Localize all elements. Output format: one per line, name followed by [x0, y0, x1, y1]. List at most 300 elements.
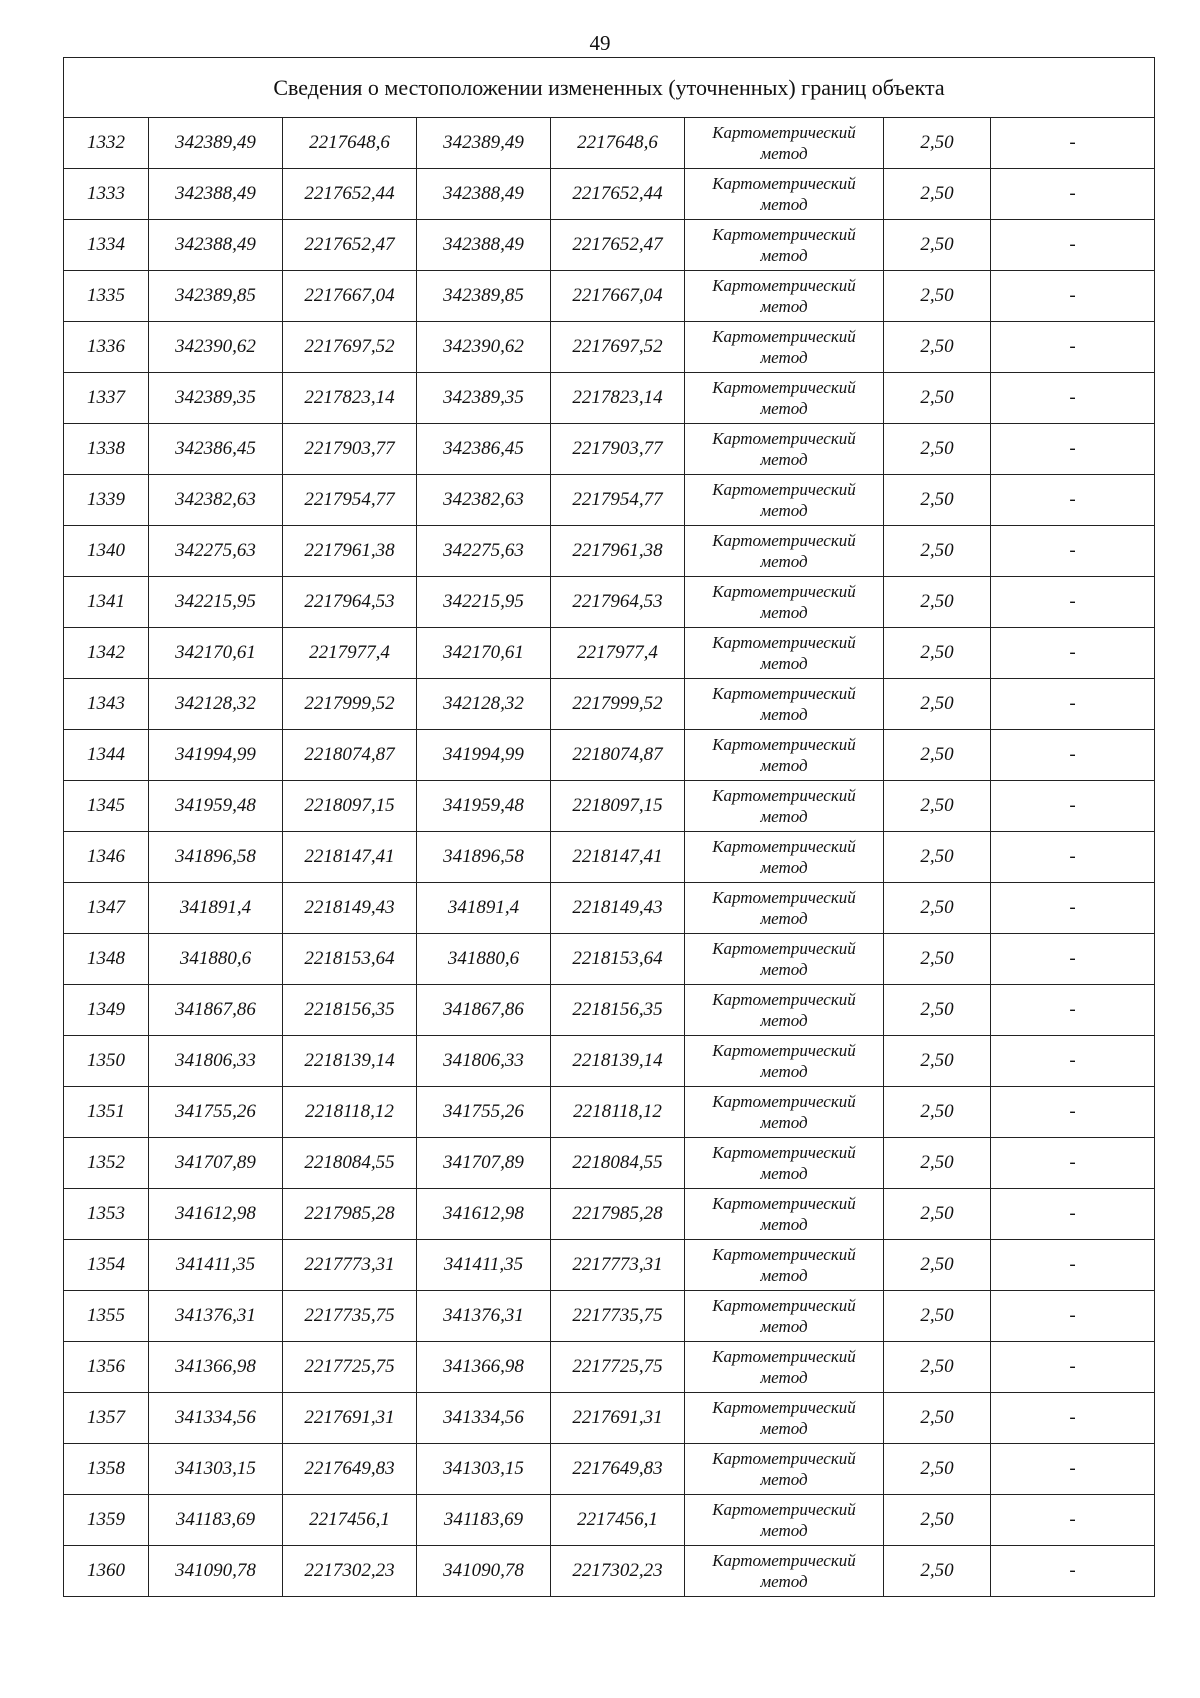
method-line-2: метод: [760, 1521, 808, 1540]
accuracy-cell: 2,50: [884, 373, 991, 424]
method-cell: [685, 1291, 884, 1342]
point-number-cell: 1338: [64, 424, 149, 475]
method-line-1: Картометрический: [712, 837, 856, 856]
method-line-2: метод: [760, 195, 808, 214]
table-row: [64, 271, 1155, 322]
method-line-1: Картометрический: [712, 276, 856, 295]
method-line-1: Картометрический: [712, 1245, 856, 1264]
accuracy-cell: 2,50: [884, 220, 991, 271]
accuracy-cell: 2,50: [884, 118, 991, 169]
refined-x-cell: 341707,89: [417, 1138, 551, 1189]
accuracy-cell: 2,50: [884, 169, 991, 220]
note-cell: -: [991, 883, 1155, 934]
accuracy-cell: 2,50: [884, 577, 991, 628]
method-line-1: Картометрический: [712, 735, 856, 754]
method-cell: [685, 271, 884, 322]
table-row: [64, 118, 1155, 169]
method-line-2: метод: [760, 501, 808, 520]
method-line-2: метод: [760, 756, 808, 775]
point-number-cell: 1358: [64, 1444, 149, 1495]
table-row: [64, 1189, 1155, 1240]
existing-x-cell: 342275,63: [149, 526, 283, 577]
existing-x-cell: 341880,6: [149, 934, 283, 985]
existing-y-cell: 2218139,14: [283, 1036, 417, 1087]
accuracy-cell: 2,50: [884, 1546, 991, 1597]
existing-y-cell: 2217697,52: [283, 322, 417, 373]
accuracy-cell: 2,50: [884, 730, 991, 781]
refined-x-cell: 341880,6: [417, 934, 551, 985]
accuracy-cell: 2,50: [884, 271, 991, 322]
method-line-2: метод: [760, 1266, 808, 1285]
refined-x-cell: 341867,86: [417, 985, 551, 1036]
note-cell: -: [991, 526, 1155, 577]
method-line-2: метод: [760, 960, 808, 979]
point-number-cell: 1334: [64, 220, 149, 271]
method-line-1: Картометрический: [712, 1398, 856, 1417]
table-row: [64, 373, 1155, 424]
existing-x-cell: 341612,98: [149, 1189, 283, 1240]
refined-y-cell: 2217725,75: [551, 1342, 685, 1393]
table-row: [64, 679, 1155, 730]
method-line-2: метод: [760, 1062, 808, 1081]
existing-x-cell: 341183,69: [149, 1495, 283, 1546]
boundary-coordinates-table: [63, 57, 1155, 1597]
note-cell: -: [991, 985, 1155, 1036]
table-row: [64, 1240, 1155, 1291]
accuracy-cell: 2,50: [884, 628, 991, 679]
point-number-cell: 1336: [64, 322, 149, 373]
refined-y-cell: 2218074,87: [551, 730, 685, 781]
existing-y-cell: 2218118,12: [283, 1087, 417, 1138]
existing-y-cell: 2217964,53: [283, 577, 417, 628]
existing-y-cell: 2218153,64: [283, 934, 417, 985]
method-cell: [685, 1444, 884, 1495]
method-line-1: Картометрический: [712, 429, 856, 448]
method-line-2: метод: [760, 1317, 808, 1336]
existing-x-cell: 341806,33: [149, 1036, 283, 1087]
refined-x-cell: 342382,63: [417, 475, 551, 526]
refined-x-cell: 341334,56: [417, 1393, 551, 1444]
existing-x-cell: 341090,78: [149, 1546, 283, 1597]
method-line-1: Картометрический: [712, 1347, 856, 1366]
existing-x-cell: 342382,63: [149, 475, 283, 526]
existing-y-cell: 2217977,4: [283, 628, 417, 679]
refined-x-cell: 341303,15: [417, 1444, 551, 1495]
point-number-cell: 1340: [64, 526, 149, 577]
method-line-1: Картометрический: [712, 888, 856, 907]
existing-y-cell: 2217652,47: [283, 220, 417, 271]
refined-x-cell: 342389,85: [417, 271, 551, 322]
refined-x-cell: 341411,35: [417, 1240, 551, 1291]
method-line-2: метод: [760, 603, 808, 622]
point-number-cell: 1347: [64, 883, 149, 934]
table-title: Сведения о местоположении измененных (уточненных) границ объекта: [64, 58, 1155, 118]
method-cell: [685, 832, 884, 883]
refined-x-cell: 342170,61: [417, 628, 551, 679]
accuracy-cell: 2,50: [884, 322, 991, 373]
method-cell: [685, 934, 884, 985]
note-cell: -: [991, 1189, 1155, 1240]
refined-x-cell: 341612,98: [417, 1189, 551, 1240]
table-row: [64, 883, 1155, 934]
point-number-cell: 1350: [64, 1036, 149, 1087]
method-line-2: метод: [760, 807, 808, 826]
point-number-cell: 1355: [64, 1291, 149, 1342]
refined-x-cell: 341376,31: [417, 1291, 551, 1342]
method-line-1: Картометрический: [712, 1449, 856, 1468]
existing-y-cell: 2217302,23: [283, 1546, 417, 1597]
existing-y-cell: 2218147,41: [283, 832, 417, 883]
existing-x-cell: 342388,49: [149, 169, 283, 220]
method-line-1: Картометрический: [712, 1500, 856, 1519]
method-line-2: метод: [760, 1572, 808, 1591]
method-cell: [685, 475, 884, 526]
refined-x-cell: 341183,69: [417, 1495, 551, 1546]
method-cell: [685, 1342, 884, 1393]
note-cell: -: [991, 271, 1155, 322]
note-cell: -: [991, 1393, 1155, 1444]
refined-y-cell: 2217964,53: [551, 577, 685, 628]
method-line-2: метод: [760, 450, 808, 469]
method-line-1: Картометрический: [712, 1041, 856, 1060]
existing-y-cell: 2217725,75: [283, 1342, 417, 1393]
refined-x-cell: 341090,78: [417, 1546, 551, 1597]
table-row: [64, 1495, 1155, 1546]
method-cell: [685, 883, 884, 934]
point-number-cell: 1343: [64, 679, 149, 730]
table-row: [64, 1546, 1155, 1597]
existing-y-cell: 2217999,52: [283, 679, 417, 730]
method-line-2: метод: [760, 1215, 808, 1234]
point-number-cell: 1339: [64, 475, 149, 526]
refined-x-cell: 342389,35: [417, 373, 551, 424]
refined-y-cell: 2217977,4: [551, 628, 685, 679]
existing-y-cell: 2218084,55: [283, 1138, 417, 1189]
method-cell: [685, 424, 884, 475]
existing-x-cell: 342215,95: [149, 577, 283, 628]
table-row: [64, 526, 1155, 577]
note-cell: -: [991, 781, 1155, 832]
method-line-1: Картометрический: [712, 327, 856, 346]
refined-y-cell: 2218118,12: [551, 1087, 685, 1138]
refined-y-cell: 2218149,43: [551, 883, 685, 934]
existing-x-cell: 341366,98: [149, 1342, 283, 1393]
point-number-cell: 1345: [64, 781, 149, 832]
refined-x-cell: 341366,98: [417, 1342, 551, 1393]
refined-x-cell: 342390,62: [417, 322, 551, 373]
table-row: [64, 1342, 1155, 1393]
table-row: [64, 322, 1155, 373]
note-cell: -: [991, 934, 1155, 985]
method-cell: [685, 526, 884, 577]
note-cell: -: [991, 1087, 1155, 1138]
method-cell: [685, 781, 884, 832]
refined-y-cell: 2217652,44: [551, 169, 685, 220]
refined-x-cell: 341806,33: [417, 1036, 551, 1087]
note-cell: -: [991, 1291, 1155, 1342]
note-cell: -: [991, 1138, 1155, 1189]
point-number-cell: 1356: [64, 1342, 149, 1393]
existing-y-cell: 2217735,75: [283, 1291, 417, 1342]
accuracy-cell: 2,50: [884, 424, 991, 475]
existing-x-cell: 341994,99: [149, 730, 283, 781]
table-row: [64, 832, 1155, 883]
accuracy-cell: 2,50: [884, 1444, 991, 1495]
existing-x-cell: 342386,45: [149, 424, 283, 475]
refined-y-cell: 2217667,04: [551, 271, 685, 322]
method-line-1: Картометрический: [712, 480, 856, 499]
accuracy-cell: 2,50: [884, 679, 991, 730]
refined-x-cell: 341959,48: [417, 781, 551, 832]
table-row: [64, 475, 1155, 526]
refined-y-cell: 2218139,14: [551, 1036, 685, 1087]
note-cell: -: [991, 118, 1155, 169]
method-line-1: Картометрический: [712, 1092, 856, 1111]
table-row: [64, 934, 1155, 985]
point-number-cell: 1337: [64, 373, 149, 424]
point-number-cell: 1341: [64, 577, 149, 628]
existing-y-cell: 2218156,35: [283, 985, 417, 1036]
refined-y-cell: 2217985,28: [551, 1189, 685, 1240]
note-cell: -: [991, 1036, 1155, 1087]
refined-x-cell: 341755,26: [417, 1087, 551, 1138]
refined-y-cell: 2218084,55: [551, 1138, 685, 1189]
accuracy-cell: 2,50: [884, 1087, 991, 1138]
method-line-1: Картометрический: [712, 1296, 856, 1315]
method-cell: [685, 373, 884, 424]
point-number-cell: 1342: [64, 628, 149, 679]
method-cell: [685, 1087, 884, 1138]
accuracy-cell: 2,50: [884, 1036, 991, 1087]
accuracy-cell: 2,50: [884, 934, 991, 985]
refined-y-cell: 2217823,14: [551, 373, 685, 424]
table-row: [64, 1087, 1155, 1138]
table-row: [64, 1138, 1155, 1189]
refined-y-cell: 2217456,1: [551, 1495, 685, 1546]
method-line-2: метод: [760, 144, 808, 163]
point-number-cell: 1353: [64, 1189, 149, 1240]
method-line-2: метод: [760, 1470, 808, 1489]
method-line-2: метод: [760, 654, 808, 673]
accuracy-cell: 2,50: [884, 1495, 991, 1546]
note-cell: -: [991, 220, 1155, 271]
point-number-cell: 1333: [64, 169, 149, 220]
refined-x-cell: 342128,32: [417, 679, 551, 730]
refined-y-cell: 2217735,75: [551, 1291, 685, 1342]
existing-y-cell: 2218074,87: [283, 730, 417, 781]
point-number-cell: 1346: [64, 832, 149, 883]
refined-y-cell: 2217648,6: [551, 118, 685, 169]
refined-y-cell: 2218156,35: [551, 985, 685, 1036]
refined-x-cell: 342275,63: [417, 526, 551, 577]
existing-x-cell: 341896,58: [149, 832, 283, 883]
refined-y-cell: 2217652,47: [551, 220, 685, 271]
refined-x-cell: 341994,99: [417, 730, 551, 781]
note-cell: -: [991, 832, 1155, 883]
table-row: [64, 169, 1155, 220]
note-cell: -: [991, 730, 1155, 781]
table-row: [64, 1036, 1155, 1087]
refined-x-cell: 342388,49: [417, 169, 551, 220]
method-line-2: метод: [760, 246, 808, 265]
existing-y-cell: 2217667,04: [283, 271, 417, 322]
method-cell: [685, 118, 884, 169]
method-cell: [685, 679, 884, 730]
table-row: [64, 1444, 1155, 1495]
accuracy-cell: 2,50: [884, 475, 991, 526]
method-cell: [685, 1495, 884, 1546]
existing-y-cell: 2217456,1: [283, 1495, 417, 1546]
existing-y-cell: 2218149,43: [283, 883, 417, 934]
method-line-2: метод: [760, 1419, 808, 1438]
note-cell: -: [991, 1495, 1155, 1546]
method-line-2: метод: [760, 1368, 808, 1387]
existing-y-cell: 2217985,28: [283, 1189, 417, 1240]
table-row: [64, 628, 1155, 679]
accuracy-cell: 2,50: [884, 1240, 991, 1291]
refined-x-cell: 342215,95: [417, 577, 551, 628]
note-cell: -: [991, 169, 1155, 220]
existing-x-cell: 341867,86: [149, 985, 283, 1036]
table-row: [64, 1393, 1155, 1444]
refined-y-cell: 2217954,77: [551, 475, 685, 526]
method-line-1: Картометрический: [712, 684, 856, 703]
page-number: 49: [589, 31, 611, 55]
table-row: [64, 985, 1155, 1036]
method-line-1: Картометрический: [712, 123, 856, 142]
existing-y-cell: 2217691,31: [283, 1393, 417, 1444]
method-line-2: метод: [760, 297, 808, 316]
existing-x-cell: 342389,85: [149, 271, 283, 322]
existing-x-cell: 341303,15: [149, 1444, 283, 1495]
accuracy-cell: 2,50: [884, 1189, 991, 1240]
refined-y-cell: 2217903,77: [551, 424, 685, 475]
note-cell: -: [991, 1444, 1155, 1495]
existing-x-cell: 342128,32: [149, 679, 283, 730]
method-line-2: метод: [760, 1011, 808, 1030]
method-line-2: метод: [760, 858, 808, 877]
point-number-cell: 1352: [64, 1138, 149, 1189]
point-number-cell: 1360: [64, 1546, 149, 1597]
refined-x-cell: 342386,45: [417, 424, 551, 475]
existing-x-cell: 341376,31: [149, 1291, 283, 1342]
existing-x-cell: 342389,49: [149, 118, 283, 169]
method-cell: [685, 730, 884, 781]
method-line-1: Картометрический: [712, 939, 856, 958]
existing-y-cell: 2217954,77: [283, 475, 417, 526]
table-title-row: [64, 58, 1155, 118]
accuracy-cell: 2,50: [884, 1138, 991, 1189]
refined-y-cell: 2218153,64: [551, 934, 685, 985]
existing-x-cell: 341334,56: [149, 1393, 283, 1444]
existing-x-cell: 342390,62: [149, 322, 283, 373]
accuracy-cell: 2,50: [884, 985, 991, 1036]
refined-y-cell: 2218147,41: [551, 832, 685, 883]
accuracy-cell: 2,50: [884, 526, 991, 577]
method-line-1: Картометрический: [712, 378, 856, 397]
existing-y-cell: 2217823,14: [283, 373, 417, 424]
existing-y-cell: 2217903,77: [283, 424, 417, 475]
method-line-2: метод: [760, 705, 808, 724]
refined-x-cell: 342389,49: [417, 118, 551, 169]
note-cell: -: [991, 628, 1155, 679]
note-cell: -: [991, 322, 1155, 373]
method-line-1: Картометрический: [712, 786, 856, 805]
note-cell: -: [991, 1342, 1155, 1393]
method-line-1: Картометрический: [712, 1194, 856, 1213]
table-row: [64, 1291, 1155, 1342]
method-line-1: Картометрический: [712, 990, 856, 1009]
refined-y-cell: 2217999,52: [551, 679, 685, 730]
refined-y-cell: 2217649,83: [551, 1444, 685, 1495]
note-cell: -: [991, 577, 1155, 628]
point-number-cell: 1349: [64, 985, 149, 1036]
table-row: [64, 730, 1155, 781]
accuracy-cell: 2,50: [884, 781, 991, 832]
point-number-cell: 1348: [64, 934, 149, 985]
refined-y-cell: 2217773,31: [551, 1240, 685, 1291]
existing-x-cell: 342388,49: [149, 220, 283, 271]
table-row: [64, 577, 1155, 628]
point-number-cell: 1351: [64, 1087, 149, 1138]
method-cell: [685, 1546, 884, 1597]
refined-x-cell: 341891,4: [417, 883, 551, 934]
method-line-2: метод: [760, 399, 808, 418]
existing-x-cell: 342170,61: [149, 628, 283, 679]
existing-x-cell: 341891,4: [149, 883, 283, 934]
note-cell: -: [991, 1240, 1155, 1291]
method-line-2: метод: [760, 1113, 808, 1132]
existing-y-cell: 2218097,15: [283, 781, 417, 832]
refined-y-cell: 2218097,15: [551, 781, 685, 832]
method-cell: [685, 628, 884, 679]
existing-x-cell: 342389,35: [149, 373, 283, 424]
point-number-cell: 1359: [64, 1495, 149, 1546]
method-cell: [685, 169, 884, 220]
refined-y-cell: 2217961,38: [551, 526, 685, 577]
point-number-cell: 1335: [64, 271, 149, 322]
point-number-cell: 1354: [64, 1240, 149, 1291]
accuracy-cell: 2,50: [884, 1342, 991, 1393]
table-row: [64, 781, 1155, 832]
existing-y-cell: 2217652,44: [283, 169, 417, 220]
point-number-cell: 1332: [64, 118, 149, 169]
refined-x-cell: 341896,58: [417, 832, 551, 883]
method-line-1: Картометрический: [712, 582, 856, 601]
existing-y-cell: 2217773,31: [283, 1240, 417, 1291]
method-line-2: метод: [760, 909, 808, 928]
existing-y-cell: 2217961,38: [283, 526, 417, 577]
accuracy-cell: 2,50: [884, 832, 991, 883]
method-line-1: Картометрический: [712, 1551, 856, 1570]
accuracy-cell: 2,50: [884, 883, 991, 934]
method-line-1: Картометрический: [712, 174, 856, 193]
accuracy-cell: 2,50: [884, 1291, 991, 1342]
method-cell: [685, 1393, 884, 1444]
existing-x-cell: 341959,48: [149, 781, 283, 832]
method-cell: [685, 1036, 884, 1087]
accuracy-cell: 2,50: [884, 1393, 991, 1444]
note-cell: -: [991, 475, 1155, 526]
table-row: [64, 424, 1155, 475]
method-cell: [685, 1240, 884, 1291]
note-cell: -: [991, 373, 1155, 424]
existing-y-cell: 2217648,6: [283, 118, 417, 169]
refined-x-cell: 342388,49: [417, 220, 551, 271]
existing-x-cell: 341411,35: [149, 1240, 283, 1291]
existing-x-cell: 341707,89: [149, 1138, 283, 1189]
refined-y-cell: 2217691,31: [551, 1393, 685, 1444]
